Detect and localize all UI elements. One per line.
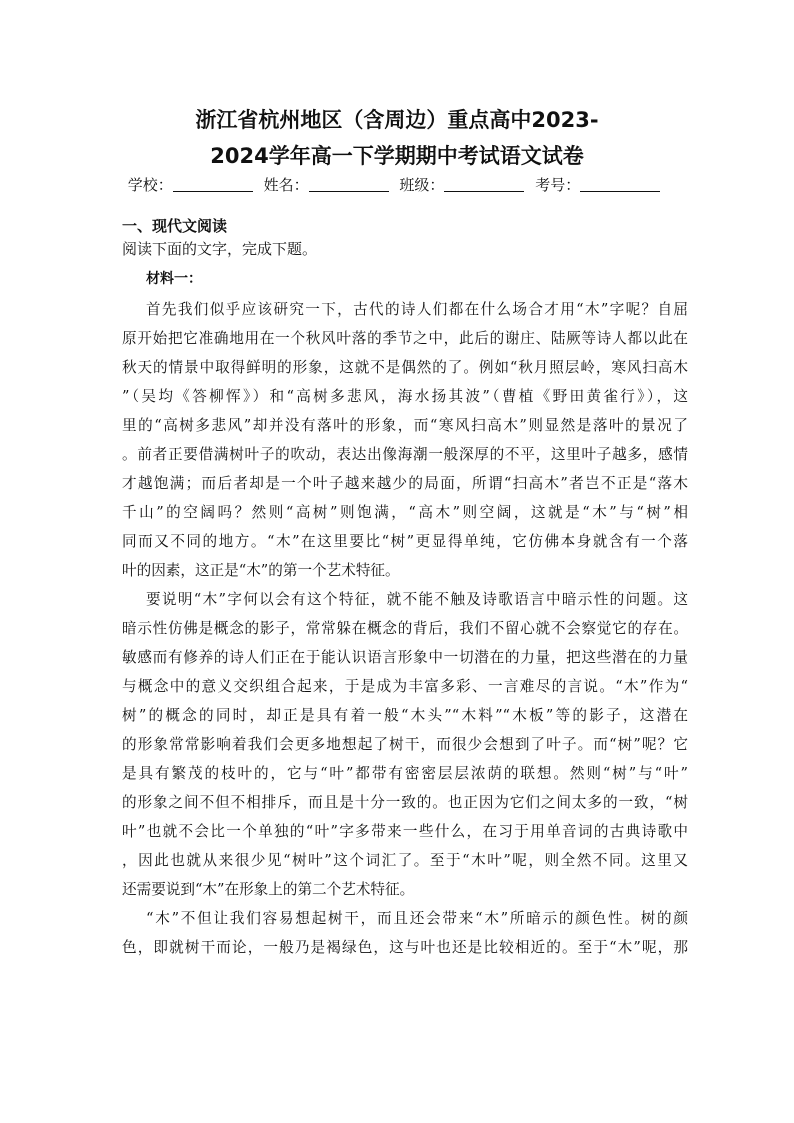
passage-line: 秋天的情景中取得鲜明的形象，这就不是偶然的了。例如“秋月照层岭，寒风扫高木 bbox=[122, 359, 688, 376]
passage-line: 色，即就树干而论，一般乃是褐绿色，这与叶也还是比较相近的。至于“木”呢，那 bbox=[122, 939, 688, 956]
passage-line: 。前者正要借满树叶子的吹动，表达出像海潮一般深厚的不平，这里叶子越多，感情 bbox=[122, 446, 688, 463]
material-label: 材料一： bbox=[146, 271, 202, 287]
passage-line: 同而又不同的地方。“木”在这里要比“树”更显得单纯，它仿佛本身就含有一个落 bbox=[122, 533, 688, 550]
passage-line: 里的“高树多悲风”却并没有落叶的形象，而“寒风扫高木”则显然是落叶的景况了 bbox=[122, 417, 688, 434]
passage-line: 树”的概念的同时，却正是具有着一般“木头”“木料”“木板”等的影子，这潜在 bbox=[122, 707, 688, 724]
passage-line: 才越饱满；而后者却是一个叶子越来越少的局面，所谓“扫高木”者岂不正是“落木 bbox=[122, 475, 688, 492]
exam-title-line-2: 2024学年高一下学期期中考试语文试卷 bbox=[210, 144, 584, 168]
name-blank bbox=[309, 177, 389, 192]
exam-number-blank bbox=[580, 177, 660, 192]
passage-line: 首先我们似乎应该研究一下，古代的诗人们都在什么场合才用“木”字呢？自屈 bbox=[146, 301, 688, 318]
passage-line: 与概念中的意义交织组合起来，于是成为丰富多彩、一言难尽的言说。“木”作为“ bbox=[122, 678, 688, 695]
passage-line: “木”不但让我们容易想起树干，而且还会带来“木”所暗示的颜色性。树的颜 bbox=[146, 910, 688, 927]
passage-line: 千山”的空阔吗？然则“高树”则饱满，“高木”则空阔，这就是“木”与“树”相 bbox=[122, 504, 688, 521]
passage-body bbox=[122, 295, 688, 962]
passage-line: 敏感而有修养的诗人们正在于能认识语言形象中一切潜在的力量，把这些潜在的力量 bbox=[122, 649, 688, 666]
class-blank bbox=[444, 177, 524, 192]
passage-line: ”（吴均《答柳恽》）和“高树多悲风，海水扬其波”（曹植《野田黄雀行》），这 bbox=[122, 388, 688, 405]
exam-number-label: 考号： bbox=[535, 176, 581, 194]
exam-title-line-1: 浙江省杭州地区（含周边）重点高中2023- bbox=[195, 108, 599, 132]
passage-line: 还需要说到“木”在形象上的第二个艺术特征。 bbox=[122, 881, 415, 898]
school-label: 学校： bbox=[127, 176, 173, 194]
passage-line: 原开始把它准确地用在一个秋风叶落的季节之中，此后的谢庄、陆厥等诗人都以此在 bbox=[122, 330, 688, 347]
reading-instruction: 阅读下面的文字，完成下题。 bbox=[122, 240, 318, 258]
passage-line: 暗示性仿佛是概念的影子，常常躲在概念的背后，我们不留心就不会察觉它的存在。 bbox=[122, 620, 688, 637]
passage-line: 是具有繁茂的枝叶的，它与“叶”都带有密密层层浓荫的联想。然则“树”与“叶” bbox=[122, 765, 688, 782]
class-label: 班级： bbox=[399, 176, 445, 194]
student-info-row bbox=[0, 174, 794, 195]
passage-line: 要说明“木”字何以会有这个特征，就不能不触及诗歌语言中暗示性的问题。这 bbox=[146, 591, 688, 608]
passage-line: 叶”也就不会比一个单独的“叶”字多带来一些什么，在习于用单音词的古典诗歌中 bbox=[122, 823, 688, 840]
section-heading: 一、现代文阅读 bbox=[122, 217, 228, 235]
passage-line: 的形象常常影响着我们会更多地想起了树干，而很少会想到了叶子。而“树”呢？它 bbox=[122, 736, 688, 753]
school-blank bbox=[173, 177, 253, 192]
passage-line: 的形象之间不但不相排斥，而且是十分一致的。也正因为它们之间太多的一致，“树 bbox=[122, 794, 688, 811]
passage-line: ，因此也就从来很少见“树叶”这个词汇了。至于“木叶”呢，则全然不同。这里又 bbox=[122, 852, 688, 869]
name-label: 姓名： bbox=[263, 176, 309, 194]
passage-line: 叶的因素，这正是“木”的第一个艺术特征。 bbox=[122, 562, 400, 579]
